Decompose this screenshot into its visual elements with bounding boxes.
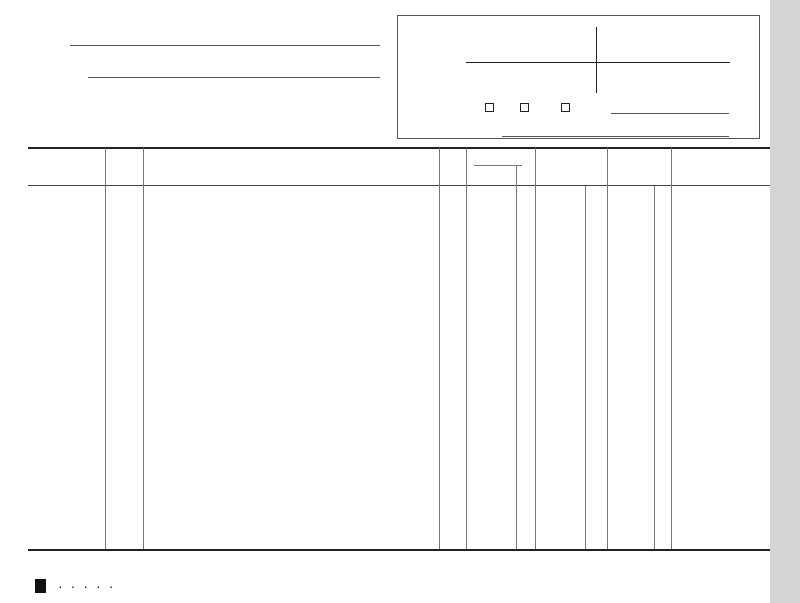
name-field[interactable] — [70, 45, 380, 46]
table-header-border — [28, 185, 770, 186]
col-sep-zahn — [143, 148, 144, 549]
sonst-field[interactable] — [611, 113, 729, 114]
col-sep-behandlung — [439, 148, 440, 549]
separator-dot-icon: · — [70, 578, 76, 594]
separator-dot-icon: · — [83, 578, 89, 594]
table-top-border — [28, 147, 770, 149]
col-sep-extra1 — [607, 148, 608, 549]
separator-dot-icon: · — [58, 578, 63, 594]
dental-occlusal-line — [466, 62, 730, 63]
mu-checkbox[interactable] — [520, 103, 529, 112]
brand-logo-icon — [35, 579, 46, 593]
bema-underline — [474, 165, 522, 166]
col-sep-notizen — [671, 148, 672, 549]
col-sep-anzahl — [466, 148, 467, 549]
datum-field[interactable] — [502, 136, 729, 137]
opg-checkbox[interactable] — [561, 103, 570, 112]
dental-midline — [596, 27, 597, 93]
col-sep-m — [535, 148, 536, 549]
zst-checkbox[interactable] — [485, 103, 494, 112]
table-bottom-border — [28, 549, 770, 551]
separator-dot-icon: · — [108, 578, 114, 594]
footer — [35, 577, 117, 595]
col-sep-datum — [105, 148, 106, 549]
col-sep-sub2 — [654, 186, 655, 549]
col-sep-sub1 — [585, 186, 586, 549]
notes-chart-box — [397, 15, 760, 139]
vorname-field[interactable] — [88, 77, 380, 78]
col-sep-goz — [516, 166, 517, 549]
separator-dot-icon: · — [96, 578, 101, 594]
